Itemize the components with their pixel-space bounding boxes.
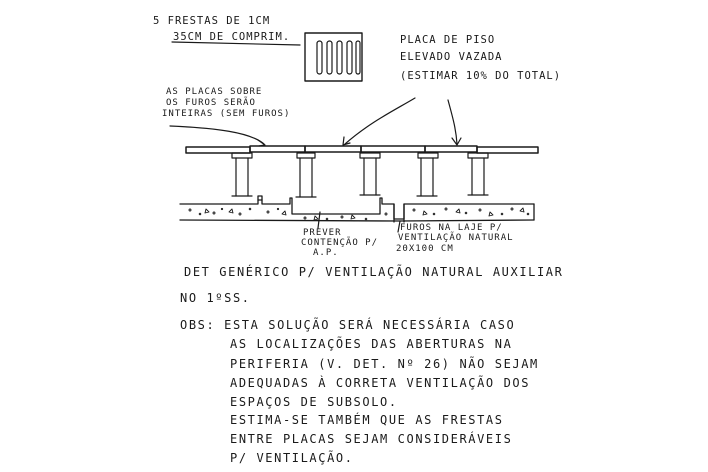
floor-plates [186,146,538,153]
detail-title-line2: NO 1ºSS. [180,291,251,305]
perforated-leader-arrow-2 [448,100,457,144]
holes-annotation-line3: 20X100 CM [396,244,454,254]
holes-annotation-line1: FUROS NA LAJE P/ [400,223,503,233]
obs-line8: P/ VENTILAÇÃO. [230,451,354,465]
slots-annotation-line1: 5 FRESTAS DE 1CM [153,15,271,27]
solid-plates-leader-arrow [170,126,264,144]
plate-annotation-line2: ELEVADO VAZADA [400,51,503,63]
solid-plates-annotation-line3: INTEIRAS (SEM FUROS) [162,109,291,119]
obs-line1: OBS: ESTA SOLUÇÃO SERÁ NECESSÁRIA CASO [180,318,516,332]
drain-annotation-line2: CONTENÇÃO P/ [301,238,379,248]
perforated-leader-arrow-1 [345,98,415,144]
obs-line6: ESTIMA-SE TAMBÉM QUE AS FRESTAS [230,413,504,427]
drain-annotation-line1: PREVER [303,228,342,238]
obs-line4: ADEQUADAS À CORRETA VENTILAÇÃO DOS [230,376,531,390]
solid-plates-annotation-line2: OS FUROS SERÃO [166,98,256,108]
holes-annotation-line2: VENTILAÇÃO NATURAL [398,233,514,243]
pedestals [232,153,488,197]
obs-line2: AS LOCALIZAÇÕES DAS ABERTURAS NA [230,337,513,351]
solid-plates-annotation-line1: AS PLACAS SOBRE [166,87,263,97]
obs-line3: PERIFERIA (V. DET. Nº 26) NÃO SEJAM [230,357,539,371]
plate-annotation-line3: (ESTIMAR 10% DO TOTAL) [400,70,562,82]
drain-annotation-line3: A.P. [313,248,339,258]
obs-line7: ENTRE PLACAS SEJAM CONSIDERÁVEIS [230,432,513,446]
slots-annotation-line2: 35CM DE COMPRIM. [173,31,291,43]
plate-annotation-line1: PLACA DE PISO [400,34,496,46]
perforated-plate-plan [305,33,362,81]
obs-line5: ESPAÇOS DE SUBSOLO. [230,395,398,409]
detail-title-line1: DET GENÉRICO P/ VENTILAÇÃO NATURAL AUXILIAR [184,265,564,279]
